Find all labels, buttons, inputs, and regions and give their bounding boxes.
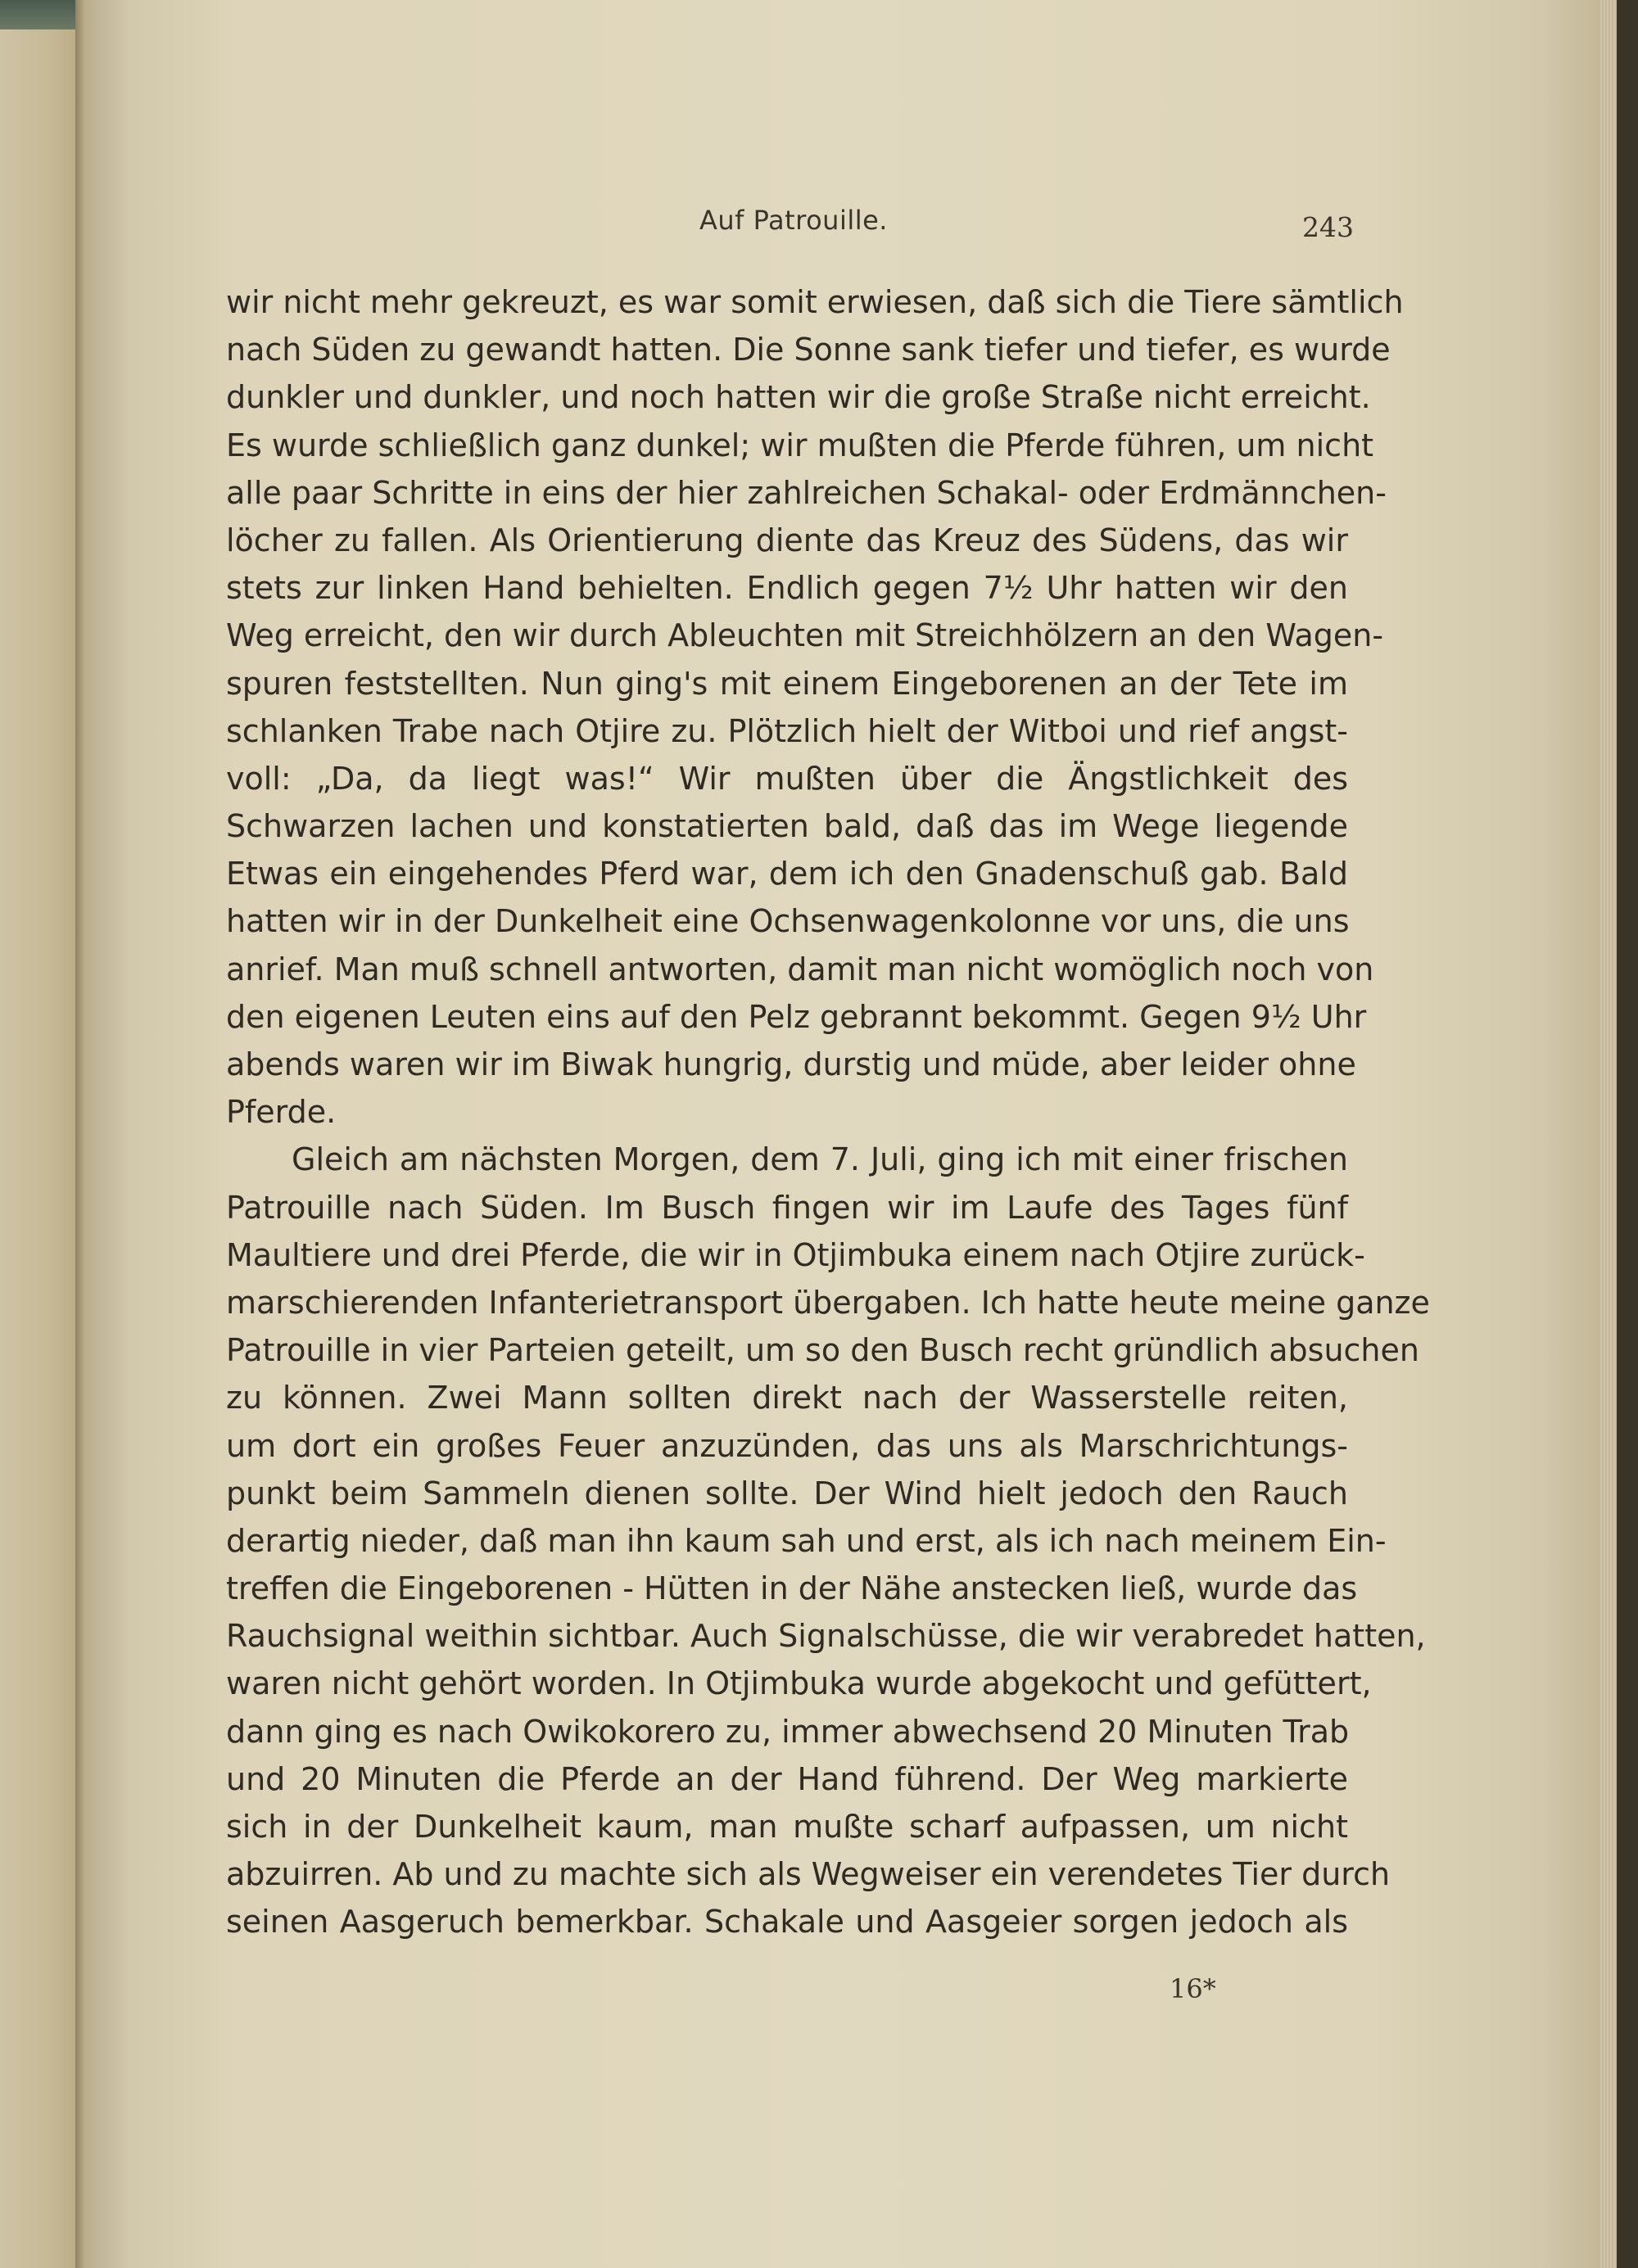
text-line: Maultiere und drei Pferde, die wir in Otjimbuka einem nach Otjire zurück- [226,1236,1365,1273]
page-stack-edges [1600,0,1617,2268]
text-line: löcher zu fallen. Als Orientierung diente das Kreuz des Südens, das wir [226,522,1348,558]
text-line: spuren feststellten. Nun ging's mit einem Eingeborenen an der Tete im [226,665,1348,702]
text-line: Rauchsignal weithin sichtbar. Auch Signalschüsse, die wir verabredet hatten, [226,1618,1426,1655]
text-line: treffen die Eingeborenen - Hütten in der Nähe anstecken ließ, wurde das [226,1570,1358,1607]
text-line: wir nicht mehr gekreuzt, es war somit erwiesen, daß sich die Tiere sämtlich [226,284,1404,320]
text-line: punkt beim Sammeln dienen sollte. Der Wind hielt jedoch den Rauch [226,1475,1348,1511]
text-line: alle paar Schritte in eins der hier zahlreichen Schakal- oder Erdmännchen- [226,474,1387,511]
text-line: um dort ein großes Feuer anzuzünden, das uns als Marschrichtungs- [226,1427,1348,1464]
text-line: und 20 Minuten die Pferde an der Hand führend. Der Weg markierte [226,1760,1348,1797]
body-text [226,278,1430,1946]
cover-binding-strip [0,0,82,29]
text-line: voll: „Da, da liegt was!“ Wir mußten über die Ängstlichkeit des [226,760,1348,797]
text-line: anrief. Man muß schnell antworten, damit man nicht womöglich noch von [226,951,1374,987]
text-line: dunkler und dunkler, und noch hatten wir die große Straße nicht erreicht. [226,379,1371,416]
text-line: Gleich am nächsten Morgen, dem 7. Juli, ging ich mit einer frischen [292,1141,1348,1178]
text-line: hatten wir in der Dunkelheit eine Ochsenwagenkolonne vor uns, die uns [226,903,1350,940]
text-line: Es wurde schließlich ganz dunkel; wir mußten die Pferde führen, um nicht [226,427,1374,463]
page-number: 243 [1302,211,1354,243]
text-line: Etwas ein eingehendes Pferd war, dem ich den Gnadenschuß gab. Bald [226,856,1348,892]
text-line: marschierenden Infanterietransport übergaben. Ich hatte heute meine ganze [226,1284,1430,1321]
running-head: Auf Patrouille. [699,205,888,236]
text-line: abends waren wir im Biwak hungrig, durstig und müde, aber leider ohne [226,1046,1356,1082]
text-line: Schwarzen lachen und konstatierten bald, daß das im Wege liegende [226,808,1348,845]
text-line: waren nicht gehört worden. In Otjimbuka wurde abgekocht und gefüttert, [226,1665,1372,1702]
scan-background [1617,0,1638,2268]
text-line: schlanken Trabe nach Otjire zu. Plötzlich hielt der Witboi und rief angst- [226,712,1348,749]
text-line: sich in der Dunkelheit kaum, man mußte scharf aufpassen, um nicht [226,1809,1348,1845]
text-line: Pferde. [226,1094,337,1131]
text-line: abzuirren. Ab und zu machte sich als Wegweiser ein verendetes Tier durch [226,1856,1391,1893]
text-line: Patrouille nach Süden. Im Busch fingen wir im Laufe des Tages fünf [226,1189,1348,1226]
text-line: stets zur linken Hand behielten. Endlich gegen 7½ Uhr hatten wir den [226,570,1348,607]
text-line: seinen Aasgeruch bemerkbar. Schakale und Aasgeier sorgen jedoch als [226,1904,1348,1940]
text-line: zu können. Zwei Mann sollten direkt nach der Wasserstelle reiten, [226,1380,1348,1416]
signature-mark: 16* [1170,1973,1216,2004]
text-line: derartig nieder, daß man ihn kaum sah und erst, als ich nach meinem Ein- [226,1522,1387,1559]
text-line: Weg erreicht, den wir durch Ableuchten mit Streichhölzern an den Wagen- [226,617,1384,654]
book-cover-edge [0,0,82,2268]
text-line: den eigenen Leuten eins auf den Pelz gebrannt bekommt. Gegen 9½ Uhr [226,998,1367,1035]
text-line: nach Süden zu gewandt hatten. Die Sonne sank tiefer und tiefer, es wurde [226,332,1391,368]
text-line: Patrouille in vier Parteien geteilt, um so den Busch recht gründlich absuchen [226,1332,1419,1369]
text-line: dann ging es nach Owikokorero zu, immer abwechsend 20 Minuten Trab [226,1713,1350,1750]
